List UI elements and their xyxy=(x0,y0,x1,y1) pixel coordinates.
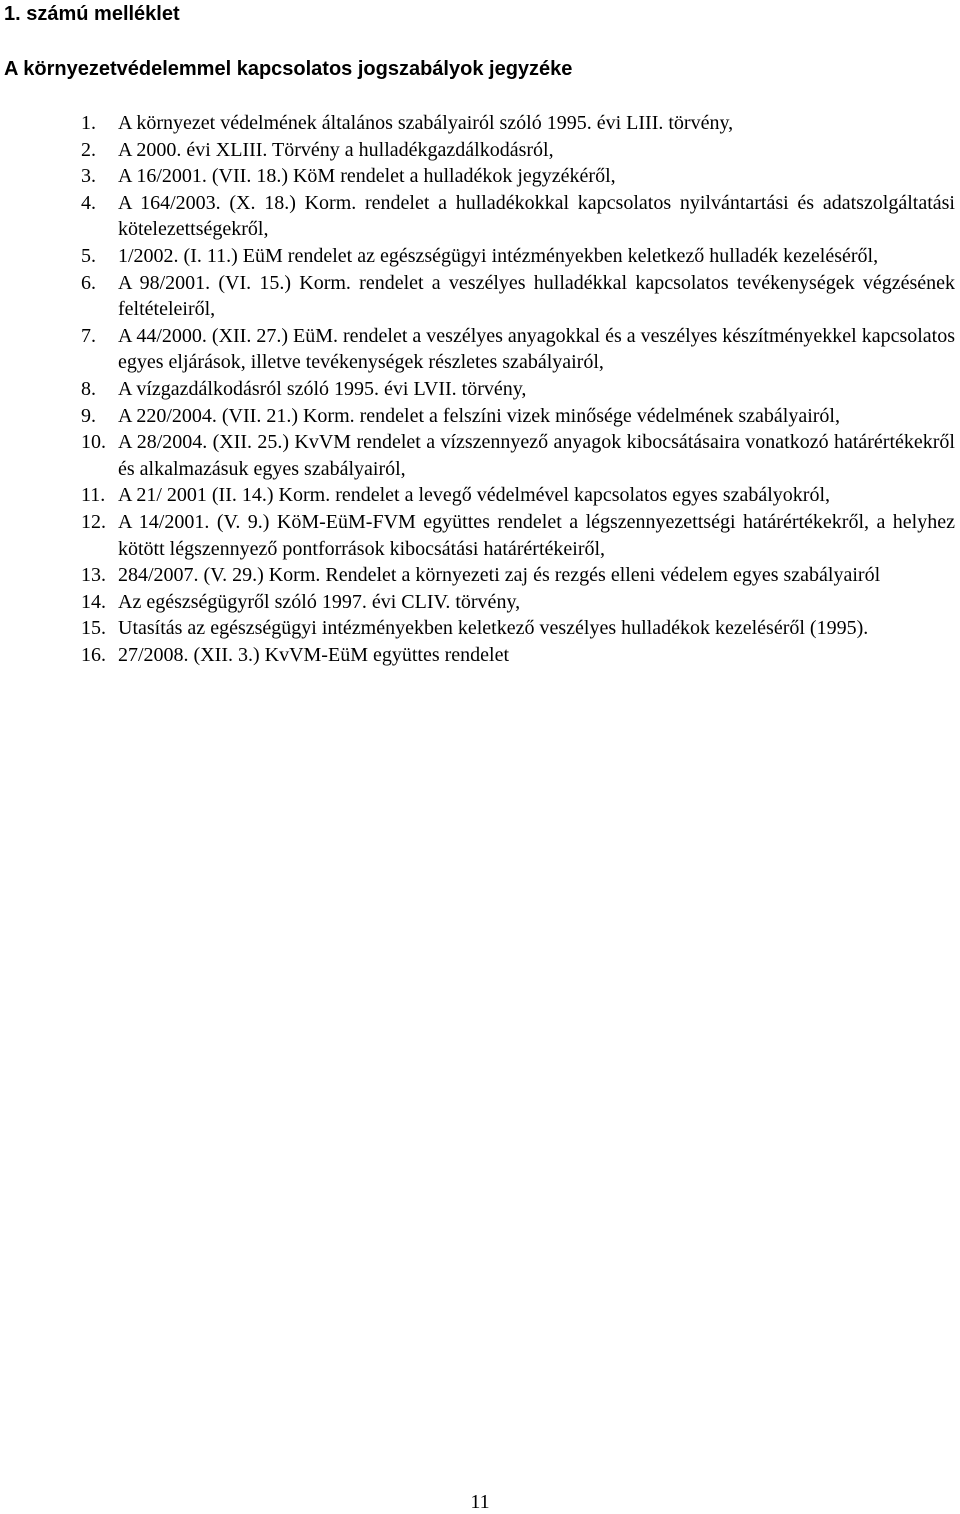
item-number: 4. xyxy=(81,191,96,214)
item-text: A 14/2001. (V. 9.) KöM-EüM-FVM együttes rendelet a légszennyezettségi határértékekről, a helyhez kötött légszennyező pontforrások kibocsátási határértékeiről, xyxy=(118,510,955,560)
item-number: 3. xyxy=(81,165,96,188)
item-number: 16. xyxy=(81,643,106,666)
list-item xyxy=(0,615,960,642)
item-number: 5. xyxy=(81,244,96,267)
item-number: 11. xyxy=(81,484,106,507)
item-text: A 164/2003. (X. 18.) Korm. rendelet a hulladékokkal kapcsolatos nyilvántartási és adatszolgáltatási kötelezettségekről, xyxy=(118,191,955,241)
item-number: 10. xyxy=(81,431,106,454)
item-number: 7. xyxy=(81,324,96,347)
item-text: A 21/ 2001 (II. 14.) Korm. rendelet a levegő védelmével kapcsolatos egyes szabályokról, xyxy=(118,484,831,507)
item-text: Az egészségügyről szóló 1997. évi CLIV. törvény, xyxy=(118,590,521,613)
list-item xyxy=(0,482,960,509)
list-item xyxy=(0,376,960,403)
annex-title: 1. számú melléklet xyxy=(4,3,180,25)
item-number: 14. xyxy=(81,590,106,613)
item-text: Utasítás az egészségügyi intézményekben keletkező veszélyes hulladékok kezeléséről (1995). xyxy=(118,617,869,640)
item-number: 12. xyxy=(81,510,106,533)
list-item xyxy=(0,429,960,482)
item-text: A 44/2000. (XII. 27.) EüM. rendelet a veszélyes anyagokkal és a veszélyes készítményekkel kapcsolatos egyes eljárások, illetve tevékenységek részletes szabályairól, xyxy=(118,324,955,374)
item-text: A környezet védelmének általános szabályairól szóló 1995. évi LIII. törvény, xyxy=(118,112,734,134)
list-item xyxy=(0,190,960,243)
item-number: 6. xyxy=(81,271,96,294)
item-number: 1. xyxy=(81,112,96,134)
list-item xyxy=(0,589,960,616)
list-item xyxy=(0,163,960,190)
list-item xyxy=(0,110,960,137)
item-number: 15. xyxy=(81,617,106,640)
list-item xyxy=(0,562,960,589)
list-title: A környezetvédelemmel kapcsolatos jogszabályok jegyzéke xyxy=(4,58,573,80)
page-number: 11 xyxy=(470,1491,490,1513)
item-text: 27/2008. (XII. 3.) KvVM-EüM együttes rendelet xyxy=(118,643,510,666)
item-text: A 2000. évi XLIII. Törvény a hulladékgazdálkodásról, xyxy=(118,138,554,161)
item-number: 8. xyxy=(81,377,96,400)
item-text: A 28/2004. (XII. 25.) KvVM rendelet a vízszennyező anyagok kibocsátásaira vonatkozó határértékekről és alkalmazásuk egyes szabályairól, xyxy=(118,431,955,480)
list-item xyxy=(0,509,960,562)
item-text: A vízgazdálkodásról szóló 1995. évi LVII. törvény, xyxy=(118,377,527,400)
item-number: 13. xyxy=(81,564,106,587)
item-number: 9. xyxy=(81,404,96,427)
regulation-list xyxy=(0,110,960,668)
item-number: 2. xyxy=(81,138,96,161)
list-item xyxy=(0,642,960,669)
list-item xyxy=(0,137,960,164)
list-item xyxy=(0,243,960,270)
item-text: 1/2002. (I. 11.) EüM rendelet az egészségügyi intézményekben keletkező hulladék kezeléséről, xyxy=(118,244,879,267)
list-item xyxy=(0,323,960,376)
list-item xyxy=(0,403,960,430)
list-item xyxy=(0,270,960,323)
item-text: A 16/2001. (VII. 18.) KöM rendelet a hulladékok jegyzékéről, xyxy=(118,165,616,188)
item-text: A 220/2004. (VII. 21.) Korm. rendelet a felszíni vizek minősége védelmének szabályairól, xyxy=(118,404,840,427)
item-text: A 98/2001. (VI. 15.) Korm. rendelet a veszélyes hulladékkal kapcsolatos tevékenységek végzésének feltételeiről, xyxy=(118,271,955,321)
item-text: 284/2007. (V. 29.) Korm. Rendelet a környezeti zaj és rezgés elleni védelem egyes szabályairól xyxy=(118,564,881,587)
